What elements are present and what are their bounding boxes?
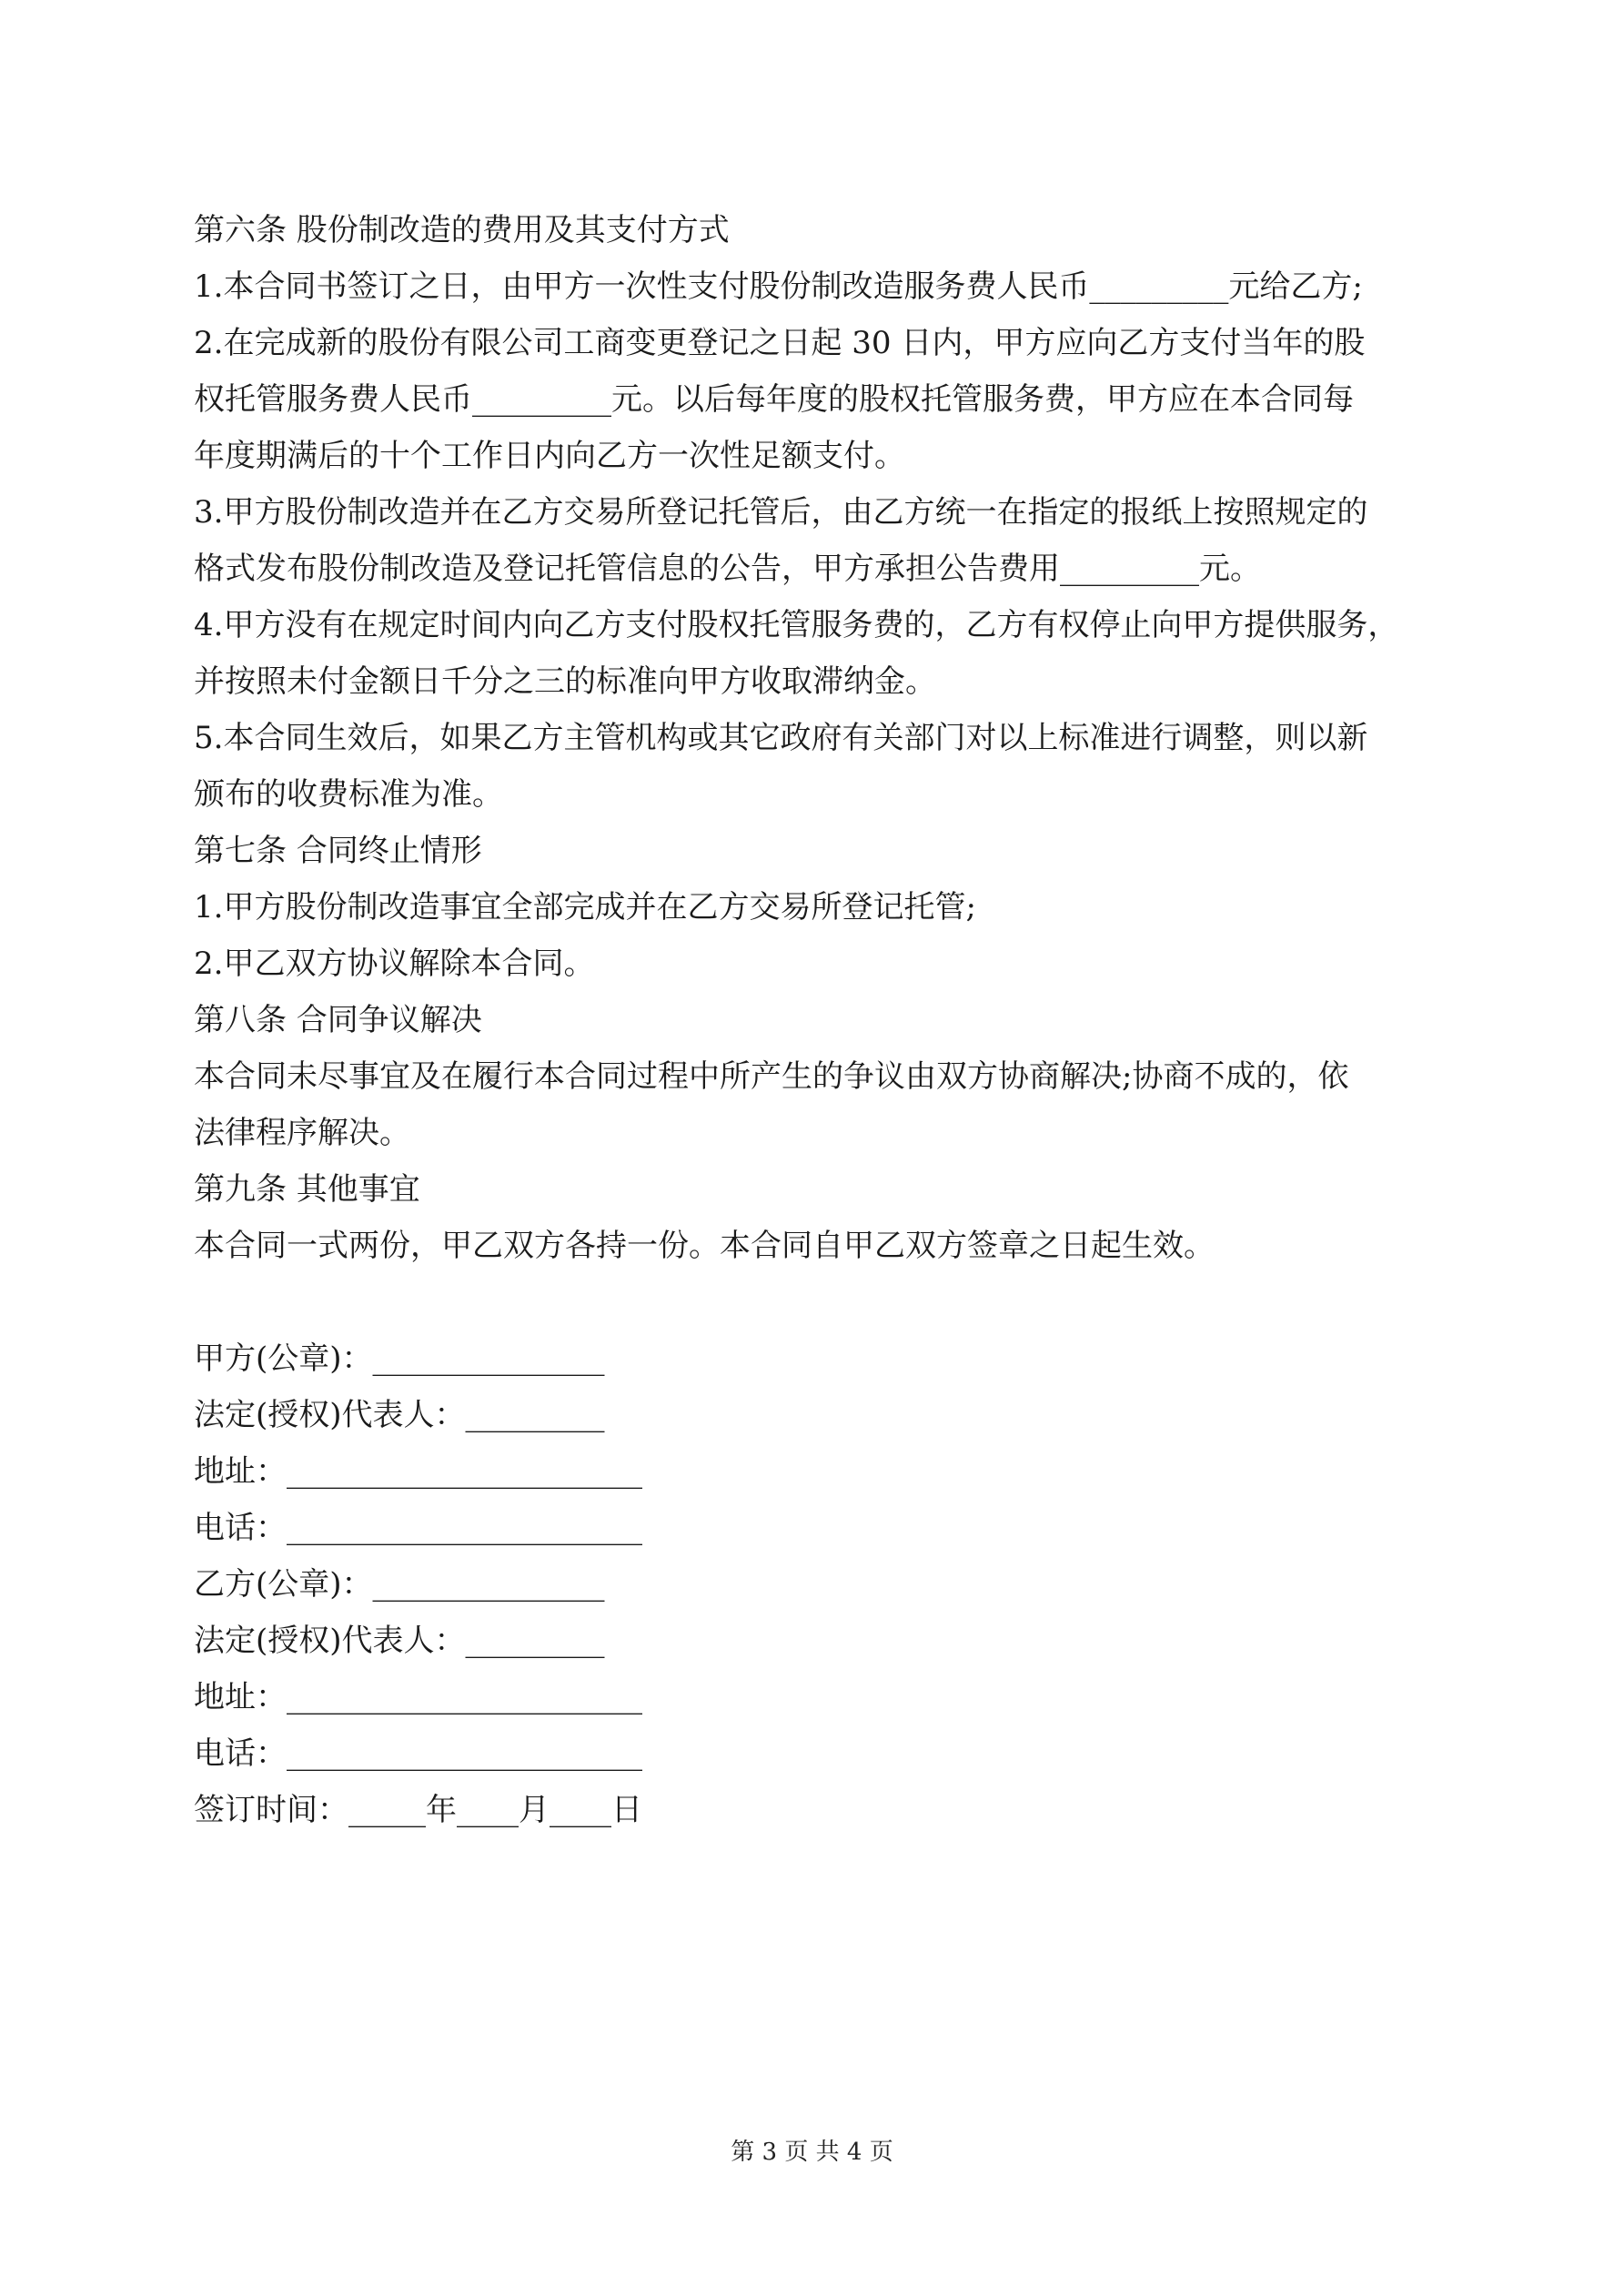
article-6-clause-2-line-2: 权托管服务费人民币_________元。以后每年度的股权托管服务费，甲方应在本合同每 — [194, 381, 1354, 418]
party-a-phone-field: 电话：_______________________ — [194, 1510, 642, 1546]
party-a-address-field: 地址：_______________________ — [194, 1453, 642, 1490]
article-6-clause-3-line-1: 3.甲方股份制改造并在乙方交易所登记托管后，由乙方统一在指定的报纸上按照规定的 — [194, 494, 1368, 531]
article-7-clause-2: 2.甲乙双方协议解除本合同。 — [194, 946, 595, 982]
party-a-representative-field: 法定(授权)代表人：_________ — [194, 1397, 605, 1433]
party-b-address-field: 地址：_______________________ — [194, 1679, 642, 1715]
article-8-text-line-2: 法律程序解决。 — [194, 1115, 410, 1151]
party-b-representative-field: 法定(授权)代表人：_________ — [194, 1623, 605, 1659]
article-9-heading: 第九条 其他事宜 — [194, 1171, 420, 1208]
signature-block — [194, 1330, 1442, 1838]
article-6-heading: 第六条 股份制改造的费用及其支付方式 — [194, 212, 730, 248]
article-7-clause-1: 1.甲方股份制改造事宜全部完成并在乙方交易所登记托管; — [194, 889, 976, 925]
party-a-seal-field: 甲方(公章)：_______________ — [194, 1340, 605, 1377]
page-number: 第 3 页 共 4 页 — [731, 2139, 893, 2166]
party-b-phone-field: 电话：_______________________ — [194, 1735, 642, 1772]
party-b-seal-field: 乙方(公章)：_______________ — [194, 1566, 605, 1603]
article-6-clause-4-line-2: 并按照未付金额日千分之三的标准向甲方收取滞纳金。 — [194, 663, 936, 700]
article-8-heading: 第八条 合同争议解决 — [194, 1002, 482, 1038]
article-6-clause-4-line-1: 4.甲方没有在规定时间内向乙方支付股权托管服务费的，乙方有权停止向甲方提供服务， — [194, 607, 1399, 643]
article-8-text-line-1: 本合同未尽事宜及在履行本合同过程中所产生的争议由双方协商解决;协商不成的，依 — [194, 1058, 1349, 1095]
article-6-clause-2-line-3: 年度期满后的十个工作日内向乙方一次性足额支付。 — [194, 438, 905, 474]
article-6-clause-5-line-2: 颁布的收费标准为准。 — [194, 776, 503, 813]
signing-date-field: 签订时间：_____年____月____日 — [194, 1792, 642, 1828]
document-body — [194, 202, 1442, 1838]
article-6-clause-3-line-2: 格式发布股份制改造及登记托管信息的公告，甲方承担公告费用_________元。 — [194, 551, 1261, 587]
article-6-clause-5-line-1: 5.本合同生效后，如果乙方主管机构或其它政府有关部门对以上标准进行调整，则以新 — [194, 720, 1368, 756]
article-9-text: 本合同一式两份，甲乙双方各持一份。本合同自甲乙双方签章之日起生效。 — [194, 1228, 1215, 1264]
section-spacer — [194, 1274, 1442, 1330]
article-6-clause-2-line-1: 2.在完成新的股份有限公司工商变更登记之日起 30 日内，甲方应向乙方支付当年的股 — [194, 325, 1366, 361]
article-7-heading: 第七条 合同终止情形 — [194, 833, 482, 869]
article-6-clause-1: 1.本合同书签订之日，由甲方一次性支付股份制改造服务费人民币_________元给乙方; — [194, 268, 1363, 305]
